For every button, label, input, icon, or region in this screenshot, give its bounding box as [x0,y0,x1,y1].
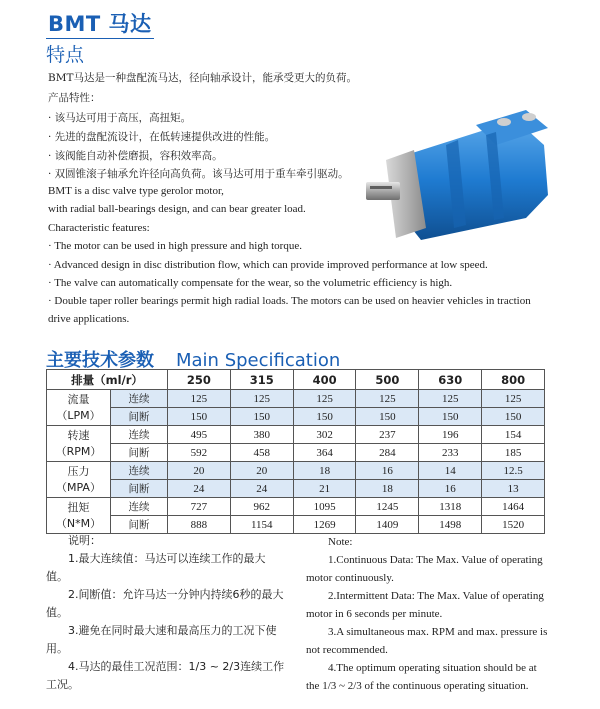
features-en-intro: with radial ball-bearings design, and can bear greater load. [48,203,306,215]
table-header-row [47,370,545,390]
table-row [47,498,545,516]
notes-cn [46,532,286,694]
spec-table [46,369,545,534]
table-cell: 24 [230,480,293,498]
table-cell: 13 [482,480,545,498]
table-row [47,426,545,444]
displacement-value: 250 [168,370,231,390]
table-cell: 185 [482,444,545,462]
table-cell: 888 [168,516,231,534]
features-en-label: Characteristic features: [48,222,150,234]
table-cell: 150 [230,408,293,426]
notes-cn-item: 1.最大连续值：马达可以连续工作的最大值。 [46,552,266,583]
table-cell: 727 [168,498,231,516]
table-cell: 962 [230,498,293,516]
table-cell: 1318 [419,498,482,516]
table-cell: 150 [482,408,545,426]
table-cell: 21 [293,480,356,498]
features-cn-item: · 该马达可用于高压，高扭矩。 [48,112,192,124]
notes-en-label: Note: [328,536,353,548]
table-cell: 196 [419,426,482,444]
notes-en-item: 2.Intermittent Data: The Max. Value of operating motor in 6 seconds per minute. [306,590,544,620]
table-cell: 364 [293,444,356,462]
mode-intermittent: 间断 [111,444,168,462]
param-pressure: 压力 （MPA） [47,462,111,498]
table-row [47,462,545,480]
table-cell: 284 [356,444,419,462]
notes-en-item: 1.Continuous Data: The Max. Value of operating motor continuously. [306,554,543,584]
table-cell: 1095 [293,498,356,516]
table-cell: 125 [293,390,356,408]
table-cell: 1409 [356,516,419,534]
table-cell: 237 [356,426,419,444]
table-row [47,480,545,498]
table-row [47,408,545,426]
table-cell: 16 [419,480,482,498]
table-cell: 1498 [419,516,482,534]
notes-cn-item: 3.避免在同时最大速和最高压力的工况下使用。 [46,624,277,655]
table-cell: 18 [293,462,356,480]
table-cell: 125 [419,390,482,408]
table-cell: 1520 [482,516,545,534]
table-cell: 458 [230,444,293,462]
motor-image [366,100,558,250]
mode-intermittent: 间断 [111,408,168,426]
table-cell: 302 [293,426,356,444]
table-cell: 1245 [356,498,419,516]
features-cn-item: · 先进的盘配流设计，在低转速提供改进的性能。 [48,131,276,143]
notes-en-item: 4.The optimum operating situation should be at the 1/3 ~ 2/3 of the continuous operating situation. [306,662,537,692]
table-cell: 495 [168,426,231,444]
table-cell: 150 [419,408,482,426]
table-cell: 16 [356,462,419,480]
mode-continuous: 连续 [111,390,168,408]
mode-continuous: 连续 [111,462,168,480]
table-cell: 18 [356,480,419,498]
displacement-value: 315 [230,370,293,390]
displacement-label: 排量（ml/r） [47,370,168,390]
table-cell: 24 [168,480,231,498]
features-cn-intro: BMT马达是一种盘配流马达，径向轴承设计，能承受更大的负荷。 [48,72,357,84]
table-cell: 1269 [293,516,356,534]
displacement-value: 500 [356,370,419,390]
table-cell: 380 [230,426,293,444]
table-cell: 125 [168,390,231,408]
spec-title-cn: 主要技术参数 [46,350,154,371]
notes-cn-item: 4.马达的最佳工况范围：1/3 ~ 2/3连续工作工况。 [46,660,285,691]
notes-en-item: 3.A simultaneous max. RPM and max. pressure is not recommended. [306,626,548,656]
table-cell: 125 [356,390,419,408]
table-row [47,516,545,534]
mode-continuous: 连续 [111,498,168,516]
features-en-item: · The valve can automatically compensate for the wear, so the volumetric efficiency is high. [48,277,453,289]
displacement-value: 630 [419,370,482,390]
features-cn-item: · 该阀能自动补偿磨损，容积效率高。 [48,150,223,162]
table-cell: 592 [168,444,231,462]
notes-cn-item: 2.间断值：允许马达一分钟内持续6秒的最大值。 [46,588,284,619]
table-cell: 12.5 [482,462,545,480]
table-cell: 125 [230,390,293,408]
notes-cn-label: 说明： [68,534,101,547]
table-cell: 20 [230,462,293,480]
features-en-item: · Advanced design in disc distribution flow, which can provide improved performance at low speed. [48,259,488,271]
notes-en [306,533,550,695]
param-flow: 流量 （LPM） [47,390,111,426]
page-title: BMT 马达 [48,12,152,36]
title-underline [46,38,154,39]
param-speed: 转速 （RPM） [47,426,111,462]
mode-intermittent: 间断 [111,516,168,534]
table-cell: 150 [168,408,231,426]
mode-continuous: 连续 [111,426,168,444]
table-row [47,444,545,462]
mode-intermittent: 间断 [111,480,168,498]
table-cell: 14 [419,462,482,480]
features-en-item: · The motor can be used in high pressure and high torque. [48,240,302,252]
table-cell: 154 [482,426,545,444]
table-cell: 150 [293,408,356,426]
features-en-intro: BMT is a disc valve type gerolor motor, [48,185,224,197]
param-torque: 扭矩 （N*M） [47,498,111,534]
table-cell: 233 [419,444,482,462]
features-en-item: drive applications. [48,313,130,325]
features-cn-label: 产品特性： [48,92,101,104]
table-cell: 20 [168,462,231,480]
table-cell: 1464 [482,498,545,516]
table-cell: 150 [356,408,419,426]
features-heading: 特点 [46,44,85,66]
features-en-item: · Double taper roller bearings permit high radial loads. The motors can be used on heavier vehicles in traction [48,295,531,307]
table-row [47,390,545,408]
features-cn-item: · 双圆锥滚子轴承允许径向高负荷。该马达可用于重车牵引驱动。 [48,168,349,180]
spec-title-en: Main Specification [176,350,341,371]
table-cell: 1154 [230,516,293,534]
displacement-value: 800 [482,370,545,390]
displacement-value: 400 [293,370,356,390]
table-cell: 125 [482,390,545,408]
